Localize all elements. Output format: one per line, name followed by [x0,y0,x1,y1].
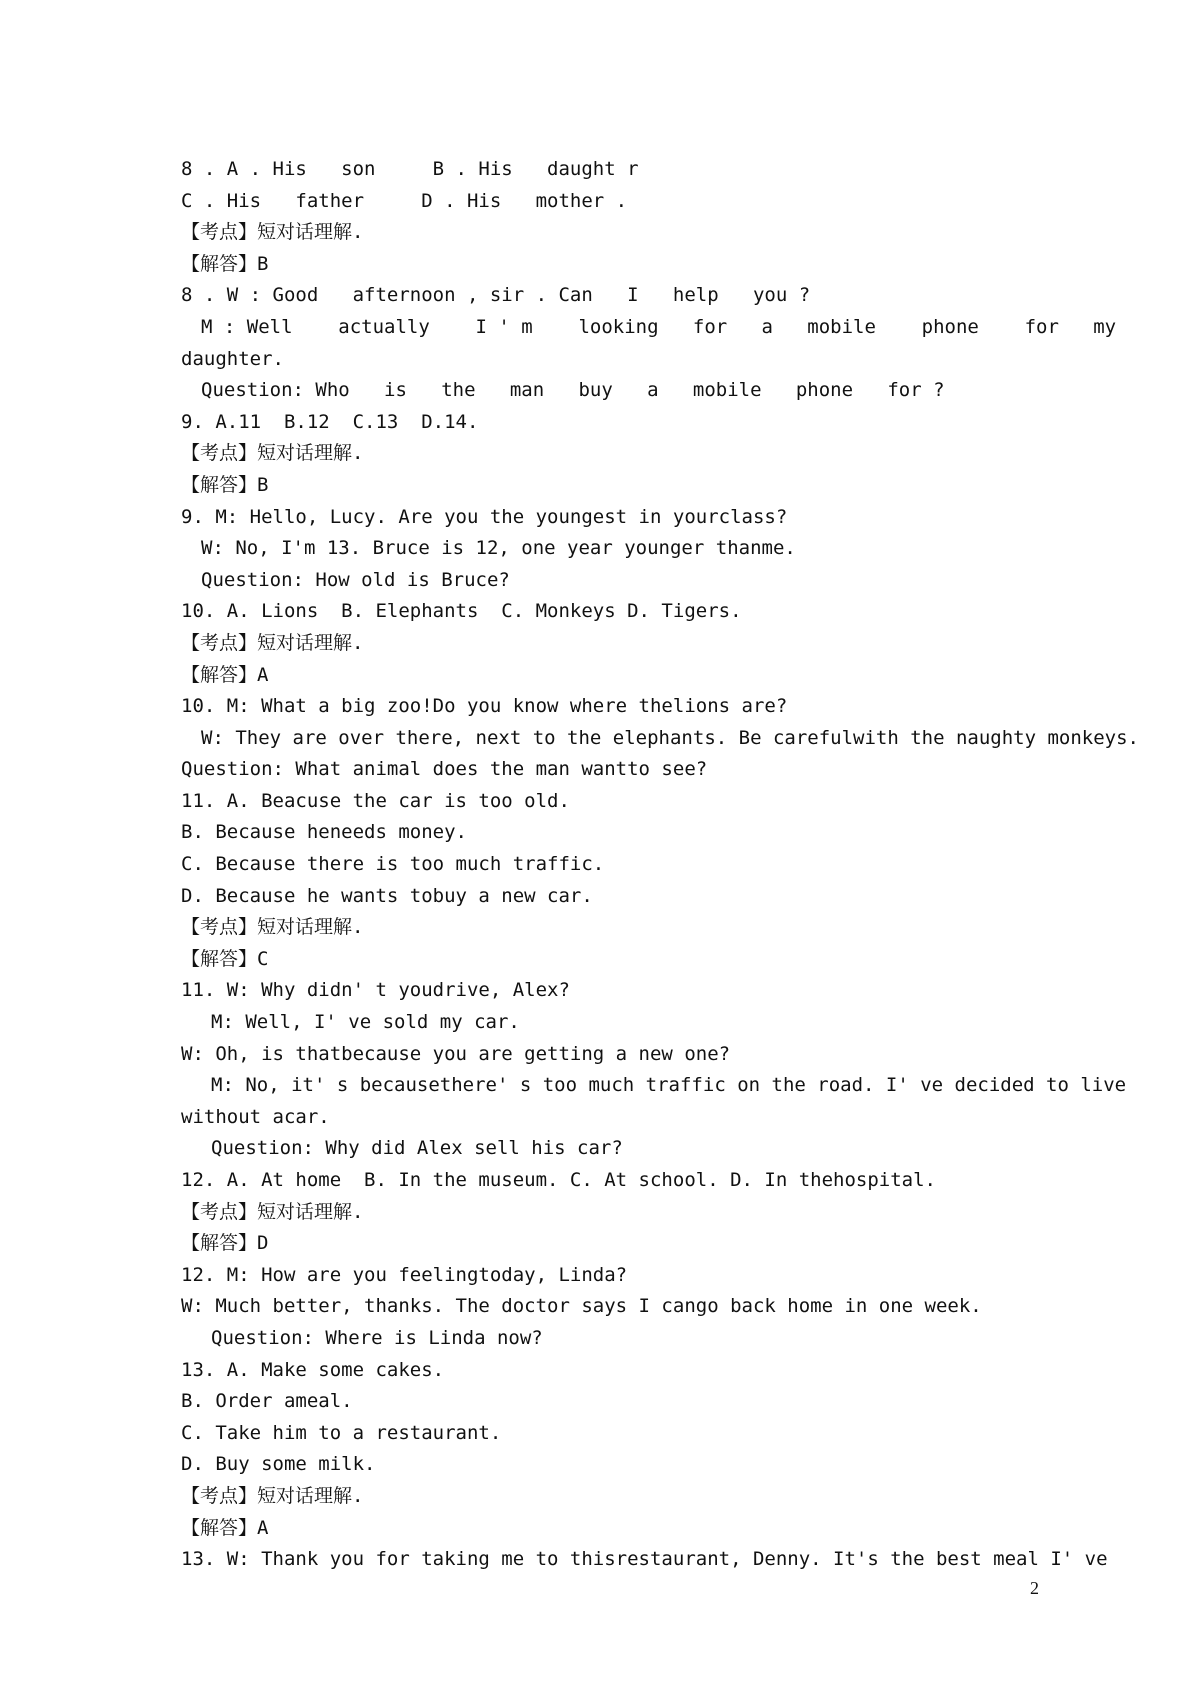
text-line: 【解答】B [181,252,269,275]
text-line: M: Well, I' ve sold my car. [211,1011,520,1034]
text-line: Question: How old is Bruce? [201,568,510,591]
text-line: 【解答】A [181,663,269,686]
text-line: M: No, it' s becausethere' s too much traffic on the road. I' ve decided to live [211,1074,1127,1097]
document-body [181,154,1139,1576]
text-line: W: No, I'm 13. Bruce is 12, one year younger thanme. [201,537,796,560]
text-line: 【考点】短对话理解. [181,442,364,465]
text-line: M : Well actually I ' m looking for a mobile phone for my [201,315,1117,338]
text-line: W: Much better, thanks. The doctor says I cango back home in one week. [181,1295,982,1318]
text-line: W: Oh, is thatbecause you are getting a new one? [181,1042,731,1065]
text-line: D. Because he wants tobuy a new car. [181,884,593,907]
text-line: C . His father D . His mother . [181,189,628,212]
text-line: 【考点】短对话理解. [181,631,364,654]
text-line: 9. M: Hello, Lucy. Are you the youngest in yourclass? [181,505,788,528]
text-line: 11. W: Why didn' t youdrive, Alex? [181,979,570,1002]
text-line: B. Because heneeds money. [181,821,467,844]
text-line: Question: Where is Linda now? [211,1326,543,1349]
text-line: 【考点】短对话理解. [181,221,364,244]
text-line: daughter. [181,347,284,370]
text-line: 13. A. Make some cakes. [181,1358,445,1381]
text-line: W: They are over there, next to the elephants. Be carefulwith the naughty monkeys. [201,726,1139,749]
text-line: 10. M: What a big zoo!Do you know where thelions are? [181,695,788,718]
text-line: D. Buy some milk. [181,1453,376,1476]
text-line: Question: What animal does the man wantto see? [181,758,708,781]
text-line: 【解答】B [181,473,269,496]
text-line: 【解答】D [181,1232,269,1255]
text-line: B. Order ameal. [181,1390,353,1413]
text-line: 9. A.11 B.12 C.13 D.14. [181,410,479,433]
text-line: C. Because there is too much traffic. [181,853,605,876]
text-line: 【解答】C [181,947,269,970]
text-line: C. Take him to a restaurant. [181,1421,502,1444]
text-line: 8 . W : Good afternoon , sir . Can I help you ? [181,284,811,307]
page-number: 2 [1030,1578,1039,1598]
text-line: 8 . A . His son B . His daught r [181,158,639,180]
text-line: without acar. [181,1105,330,1128]
text-line: 11. A. Beacuse the car is too old. [181,789,570,812]
text-line: 12. M: How are you feelingtoday, Linda? [181,1263,628,1286]
text-line: 【考点】短对话理解. [181,1484,364,1507]
text-line: Question: Who is the man buy a mobile phone for ? [201,379,945,402]
text-line: 【考点】短对话理解. [181,1200,364,1223]
text-line: Question: Why did Alex sell his car? [211,1137,623,1160]
text-line: 【解答】A [181,1516,269,1539]
text-line: 13. W: Thank you for taking me to thisrestaurant, Denny. It's the best meal I' ve [181,1548,1108,1571]
text-line: 10. A. Lions B. Elephants C. Monkeys D. Tigers. [181,600,742,623]
text-line: 【考点】短对话理解. [181,916,364,939]
text-line: 12. A. At home B. In the museum. C. At school. D. In thehospital. [181,1169,936,1191]
